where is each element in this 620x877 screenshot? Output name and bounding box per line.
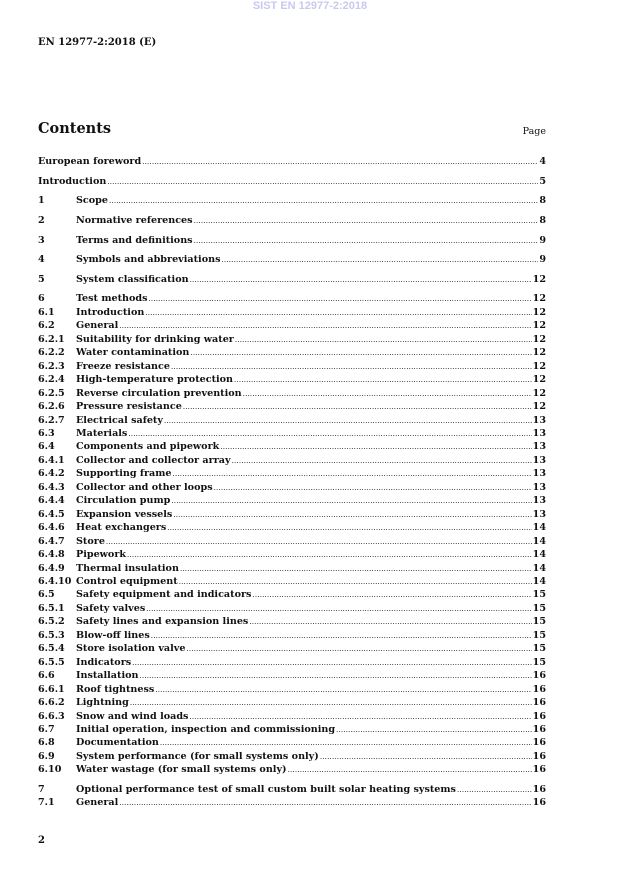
toc-entry-number: 6.2.7 [38, 414, 65, 426]
toc-entry[interactable] [38, 273, 546, 286]
toc-entry-title: Terms and definitions [76, 234, 193, 246]
dot-leader [119, 320, 531, 333]
toc-entry-title: System performance (for small systems only) [76, 750, 319, 762]
toc-entry-title: High-temperature protection [76, 374, 234, 386]
dot-leader [320, 751, 532, 764]
toc-entry[interactable] [38, 615, 546, 628]
dot-leader [189, 711, 531, 724]
toc-entry[interactable] [38, 696, 546, 709]
dot-leader [145, 307, 531, 320]
toc-entry-title: General [76, 320, 119, 332]
toc-entry-number: 6.4 [38, 441, 55, 453]
toc-entry-number: 6.4.1 [38, 454, 65, 466]
toc-entry-page: 12 [532, 387, 546, 399]
toc-entry-page: 12 [532, 273, 546, 285]
toc-entry-number: 6.3 [38, 428, 55, 440]
toc-entry-number: 6.5.4 [38, 643, 65, 655]
toc-entry-number: 6.7 [38, 723, 55, 735]
toc-entry-page: 16 [532, 783, 546, 795]
toc-entry-title: Supporting frame [76, 468, 172, 480]
toc-entry[interactable] [38, 763, 546, 776]
dot-leader [142, 156, 538, 169]
toc-entry-title: Collector and other loops [76, 481, 213, 493]
toc-entry-number: 6.5 [38, 589, 55, 601]
toc-entry-page: 15 [532, 589, 546, 601]
toc-entry-title: Collector and collector array [76, 454, 231, 466]
toc-entry[interactable] [38, 548, 546, 561]
toc-entry-title: Normative references [76, 214, 193, 226]
toc-entry-page: 16 [532, 750, 546, 762]
toc-entry-title: Optional performance test of small custom built solar heating systems [76, 783, 456, 795]
toc-entry[interactable] [38, 562, 546, 575]
dot-leader [190, 274, 532, 287]
toc-entry-page: 12 [532, 306, 546, 318]
toc-entry-title: Scope [76, 195, 108, 207]
toc-entry[interactable] [38, 319, 546, 332]
dot-leader [221, 254, 538, 267]
toc-entry-page: 15 [532, 629, 546, 641]
dot-leader [457, 784, 532, 797]
toc-entry-page: 13 [532, 481, 546, 493]
toc-entry-page: 16 [532, 764, 546, 776]
toc-entry-page: 14 [532, 576, 546, 587]
toc-entry-page: 8 [539, 195, 546, 207]
toc-entry[interactable] [38, 656, 546, 669]
dot-leader [106, 536, 532, 549]
toc-entry[interactable] [38, 387, 546, 400]
toc-entry[interactable] [38, 194, 546, 207]
toc-entry-title: Materials [76, 428, 128, 440]
toc-entry[interactable] [38, 535, 546, 548]
toc-entry-title: General [76, 797, 119, 809]
toc-entry-number: 6.2 [38, 320, 55, 332]
toc-entry-title: Heat exchangers [76, 522, 167, 534]
toc-entry-title: Electrical safety [76, 414, 163, 426]
dot-leader [186, 643, 531, 656]
dot-leader [155, 684, 531, 697]
toc-entry-page: 13 [532, 495, 546, 507]
toc-entry[interactable] [38, 292, 546, 305]
toc-entry-number: 5 [38, 273, 45, 285]
toc-entry-page: 16 [532, 737, 546, 749]
toc-entry-title: Symbols and abbreviations [76, 254, 221, 266]
toc-entry[interactable] [38, 400, 546, 413]
toc-entry-title: Expansion vessels [76, 508, 173, 520]
toc-entry-number: 7.1 [38, 797, 55, 809]
toc-entry-number: 6.4.4 [38, 495, 65, 507]
toc-entry-title: Circulation pump [76, 495, 171, 507]
toc-entry-number: 6.2.6 [38, 401, 65, 413]
toc-entry[interactable] [38, 454, 546, 467]
toc-entry-number: 6.10 [38, 764, 62, 776]
toc-entry-number: 6.2.1 [38, 333, 65, 345]
toc-entry-title: Blow-off lines [76, 629, 150, 641]
toc-entry[interactable] [38, 629, 546, 642]
toc-entry[interactable] [38, 750, 546, 763]
toc-entry-number: 6.5.3 [38, 629, 65, 641]
toc-entry-title: Introduction [76, 306, 145, 318]
toc-entry-page: 8 [539, 214, 546, 226]
dot-leader [243, 388, 532, 401]
toc-entry[interactable] [38, 333, 546, 346]
toc-entry-title: Roof tightness [76, 683, 155, 695]
toc-entry-title: Store isolation valve [76, 643, 186, 655]
page-title: Contents [38, 120, 112, 137]
toc-entry-number: 6.4.8 [38, 549, 65, 561]
toc-entry[interactable] [38, 234, 546, 247]
toc-entry-page: 12 [532, 347, 546, 359]
toc-entry-title: Initial operation, inspection and commissioning [76, 723, 336, 735]
toc-entry-page: 13 [532, 508, 546, 520]
toc-entry-title: Snow and wind loads [76, 710, 189, 722]
toc-entry-title: Control equipment [76, 576, 178, 587]
toc-entry[interactable] [38, 440, 546, 453]
toc-entry-number: 6.9 [38, 750, 55, 762]
toc-entry[interactable] [38, 494, 546, 507]
toc-entry-title: Store [76, 535, 105, 547]
dot-leader [252, 589, 531, 602]
toc-entry-number: 2 [38, 214, 45, 226]
toc-entry-page: 14 [532, 562, 546, 574]
dot-leader [107, 176, 538, 189]
toc-entry[interactable] [38, 214, 546, 227]
toc-entry[interactable] [38, 710, 546, 723]
toc-entry-number: 4 [38, 254, 45, 266]
toc-entry-number: 6.4.5 [38, 508, 65, 520]
toc-entry-number: 6.4.2 [38, 468, 65, 480]
toc-entry-title: Indicators [76, 656, 132, 668]
toc-entry-title: Pipework [76, 549, 127, 561]
toc-entry-number: 6.6.3 [38, 710, 65, 722]
toc-entry-number: 6.4.3 [38, 481, 65, 493]
toc-entry[interactable] [38, 736, 546, 749]
toc-entry-page: 14 [532, 549, 546, 561]
toc-entry-title: Suitability for drinking water [76, 333, 234, 345]
toc-entry-page: 16 [532, 797, 546, 809]
toc-entry[interactable] [38, 175, 546, 188]
dot-leader [336, 724, 532, 737]
dot-leader [146, 603, 531, 616]
toc-entry-number: 6.6.2 [38, 697, 65, 709]
toc-entry[interactable] [38, 575, 546, 588]
toc-entry-page: 16 [532, 670, 546, 682]
toc-entry[interactable] [38, 373, 546, 386]
dot-leader [171, 361, 532, 374]
toc-entry-title: Introduction [38, 175, 107, 187]
toc-entry-page: 5 [539, 175, 546, 187]
toc-entry-title: Test methods [76, 293, 148, 305]
toc-entry[interactable] [38, 346, 546, 359]
dot-leader [288, 764, 532, 777]
toc-entry-title: Water contamination [76, 347, 190, 359]
dot-leader [234, 374, 532, 387]
toc-entry-title: European foreword [38, 156, 142, 167]
toc-entry-title: Components and pipework [76, 441, 220, 453]
toc-entry-title: Safety valves [76, 602, 146, 614]
toc-entry-title: System classification [76, 273, 189, 285]
toc-entry[interactable] [38, 414, 546, 427]
toc-entry-page: 12 [532, 374, 546, 386]
toc-entry-number: 6.2.3 [38, 360, 65, 372]
toc-entry-title: Documentation [76, 737, 159, 749]
toc-entry-number: 6.2.5 [38, 387, 65, 399]
toc-entry-number: 1 [38, 195, 45, 207]
toc-entry[interactable] [38, 155, 546, 168]
toc-entry-page: 14 [532, 522, 546, 534]
toc-entry[interactable] [38, 306, 546, 319]
toc-entry[interactable] [38, 588, 546, 601]
dot-leader [183, 401, 532, 414]
toc-entry-page: 13 [532, 414, 546, 426]
toc-entry-page: 16 [532, 683, 546, 695]
dot-leader [180, 563, 532, 576]
toc-entry-number: 6.6 [38, 670, 55, 682]
dot-leader [139, 670, 531, 683]
toc-entry-number: 6.2.2 [38, 347, 65, 359]
toc-entry-title: Thermal insulation [76, 562, 179, 574]
toc-entry-number: 6.4.10 [38, 576, 72, 587]
dot-leader [164, 415, 532, 428]
toc-entry-title: Safety lines and expansion lines [76, 616, 249, 628]
page-column-label: Page [522, 126, 546, 137]
dot-leader [235, 334, 532, 347]
toc-entry-page: 4 [539, 156, 546, 167]
dot-leader [173, 509, 531, 522]
dot-leader [232, 455, 532, 468]
toc-entry-number: 6.4.7 [38, 535, 65, 547]
toc-entry-page: 15 [532, 643, 546, 655]
toc-entry-page: 15 [532, 616, 546, 628]
toc-entry-page: 12 [532, 333, 546, 345]
dot-leader [109, 195, 538, 208]
dot-leader [194, 215, 539, 228]
toc-entry-page: 9 [539, 234, 546, 246]
toc-entry[interactable] [38, 669, 546, 682]
watermark: SIST EN 12977-2:2018 [252, 0, 368, 12]
toc-entry-page: 12 [532, 320, 546, 332]
dot-leader [127, 549, 532, 562]
toc-entry-page: 13 [532, 454, 546, 466]
toc-entry[interactable] [38, 508, 546, 521]
toc-entry-number: 7 [38, 783, 45, 795]
dot-leader [194, 235, 539, 248]
toc-entry-title: Lightning [76, 697, 129, 709]
dot-leader [190, 347, 531, 360]
toc-entry[interactable] [38, 783, 546, 796]
toc-entry-title: Installation [76, 670, 139, 682]
dot-leader [160, 737, 532, 750]
toc-entry-page: 16 [532, 697, 546, 709]
toc-entry-number: 3 [38, 234, 45, 246]
dot-leader [132, 657, 531, 670]
document-header: EN 12977-2:2018 (E) [38, 37, 157, 48]
toc-entry[interactable] [38, 521, 546, 534]
toc-entry-page: 12 [532, 360, 546, 372]
toc-entry[interactable] [38, 683, 546, 696]
toc-entry-page: 13 [532, 468, 546, 480]
dot-leader [151, 630, 532, 643]
toc-entry-number: 6.4.9 [38, 562, 65, 574]
page-number: 2 [38, 835, 45, 846]
toc-entry-number: 6.4.6 [38, 522, 65, 534]
toc-entry-page: 14 [532, 535, 546, 547]
toc-entry-title: Water wastage (for small systems only) [76, 764, 287, 776]
toc-entry-number: 6.6.1 [38, 683, 65, 695]
dot-leader [128, 428, 531, 441]
toc-entry-page: 12 [532, 401, 546, 413]
toc-entry-title: Safety equipment and indicators [76, 589, 252, 601]
toc-entry-number: 6.2.4 [38, 374, 65, 386]
toc-entry-number: 6.5.1 [38, 602, 65, 614]
dot-leader [130, 697, 532, 710]
dot-leader [249, 616, 531, 629]
dot-leader [179, 576, 532, 589]
toc-entry[interactable] [38, 253, 546, 266]
toc-entry[interactable] [38, 723, 546, 736]
toc-entry-page: 15 [532, 602, 546, 614]
toc-entry[interactable] [38, 602, 546, 615]
toc-entry-page: 13 [532, 428, 546, 440]
dot-leader [167, 522, 531, 535]
toc-entry-number: 6.1 [38, 306, 55, 318]
toc-entry-title: Reverse circulation prevention [76, 387, 242, 399]
toc-entry-page: 15 [532, 656, 546, 668]
dot-leader [119, 797, 531, 810]
toc-entry-title: Freeze resistance [76, 360, 170, 372]
dot-leader [173, 468, 532, 481]
toc-entry-title: Pressure resistance [76, 401, 182, 413]
toc-entry-number: 6 [38, 293, 45, 305]
table-of-contents [38, 155, 546, 810]
toc-entry[interactable] [38, 796, 546, 809]
toc-entry[interactable] [38, 642, 546, 655]
dot-leader [220, 441, 531, 454]
toc-entry-number: 6.5.5 [38, 656, 65, 668]
toc-entry-page: 9 [539, 254, 546, 266]
toc-entry-page: 16 [532, 710, 546, 722]
dot-leader [148, 293, 531, 306]
toc-entry-number: 6.8 [38, 737, 55, 749]
toc-entry[interactable] [38, 481, 546, 494]
dot-leader [171, 495, 531, 508]
toc-entry-page: 16 [532, 723, 546, 735]
dot-leader [214, 482, 532, 495]
toc-entry-page: 13 [532, 441, 546, 453]
toc-entry[interactable] [38, 360, 546, 373]
toc-entry-page: 12 [532, 293, 546, 305]
toc-entry[interactable] [38, 467, 546, 480]
toc-entry[interactable] [38, 427, 546, 440]
toc-entry-number: 6.5.2 [38, 616, 65, 628]
